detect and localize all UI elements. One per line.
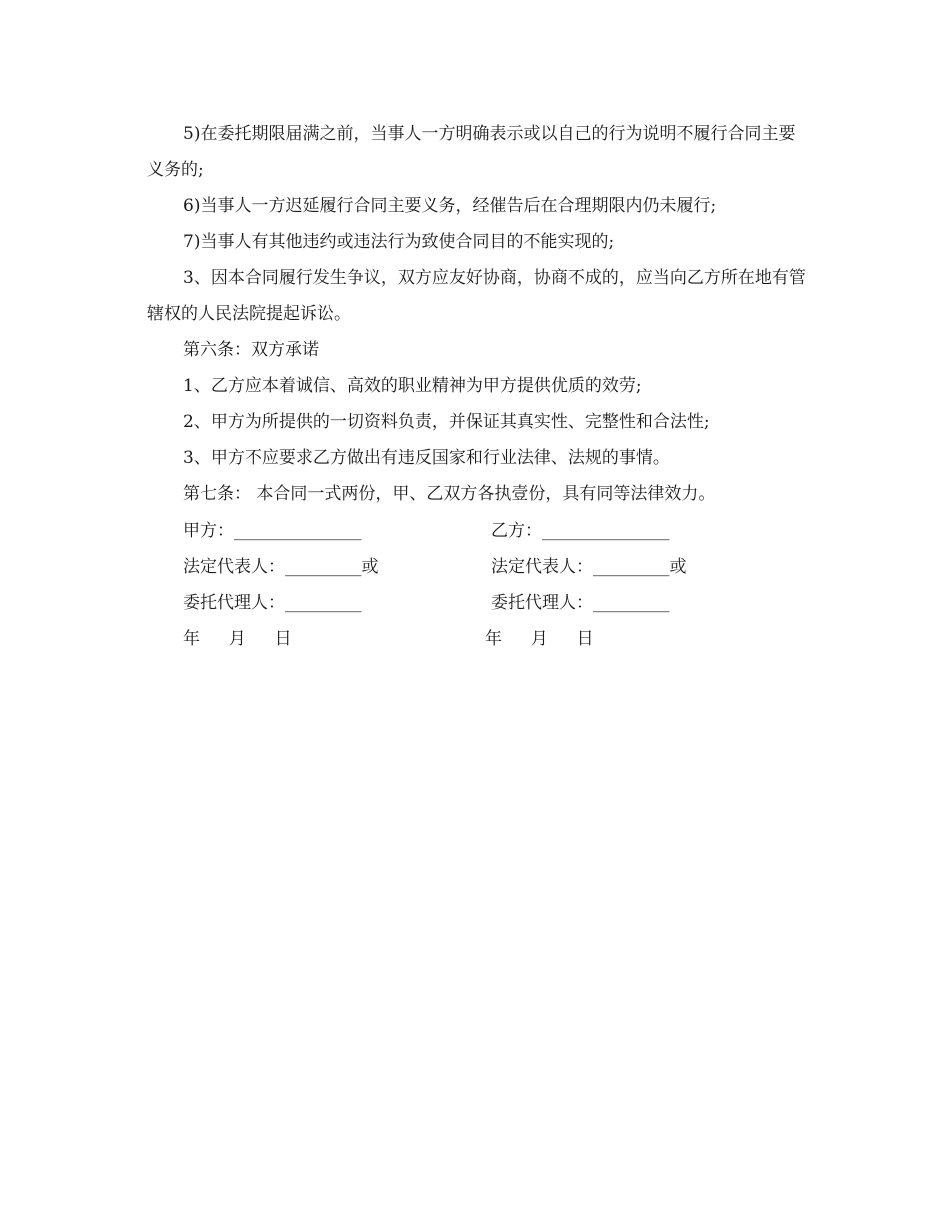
date-day-b: 日 — [576, 629, 594, 649]
date-line-a — [183, 627, 292, 651]
paragraph-clause-5: 5)在委托期限届满之前，当事人一方明确表示或以自己的行为说明不履行合同主要义务的; — [147, 124, 796, 180]
paragraph-article-7: 第七条： 本合同一式两份，甲、乙双方各执壹份，具有同等法律效力。 — [183, 484, 716, 504]
date-year-b: 年 — [485, 629, 502, 649]
legal-representative-b: 法定代表人：_________或 — [491, 557, 687, 577]
date-year-a: 年 — [183, 629, 200, 649]
paragraph-clause-6: 6)当事人一方迟延履行合同主要义务，经催告后在合理期限内仍未履行; — [183, 196, 717, 216]
date-month-b: 月 — [530, 629, 548, 649]
date-month-a: 月 — [228, 629, 246, 649]
paragraph-dispute: 3、因本合同履行发生争议，双方应友好协商，协商不成的，应当向乙方所在地有管辖权的人民法院提起诉讼。 — [147, 268, 806, 324]
paragraph-commitment-2: 2、甲方为所提供的一切资料负责，并保证其真实性、完整性和合法性; — [183, 412, 710, 432]
paragraph-commitment-1: 1、乙方应本着诚信、高效的职业精神为甲方提供优质的效劳; — [183, 376, 642, 396]
authorized-agent-b: 委托代理人：_________ — [491, 593, 670, 613]
paragraph-clause-7: 7)当事人有其他违约或违法行为致使合同目的不能实现的; — [183, 232, 615, 252]
section-heading-article-6: 第六条：双方承诺 — [183, 340, 319, 360]
date-day-a: 日 — [274, 629, 292, 649]
signature-party-a: 甲方：_______________ — [183, 521, 362, 541]
legal-representative-a: 法定代表人：_________或 — [183, 557, 379, 577]
authorized-agent-a: 委托代理人：_________ — [183, 593, 362, 613]
date-line-b — [485, 627, 594, 651]
paragraph-commitment-3: 3、甲方不应要求乙方做出有违反国家和行业法律、法规的事情。 — [183, 448, 670, 468]
signature-party-b: 乙方：_______________ — [491, 521, 670, 541]
